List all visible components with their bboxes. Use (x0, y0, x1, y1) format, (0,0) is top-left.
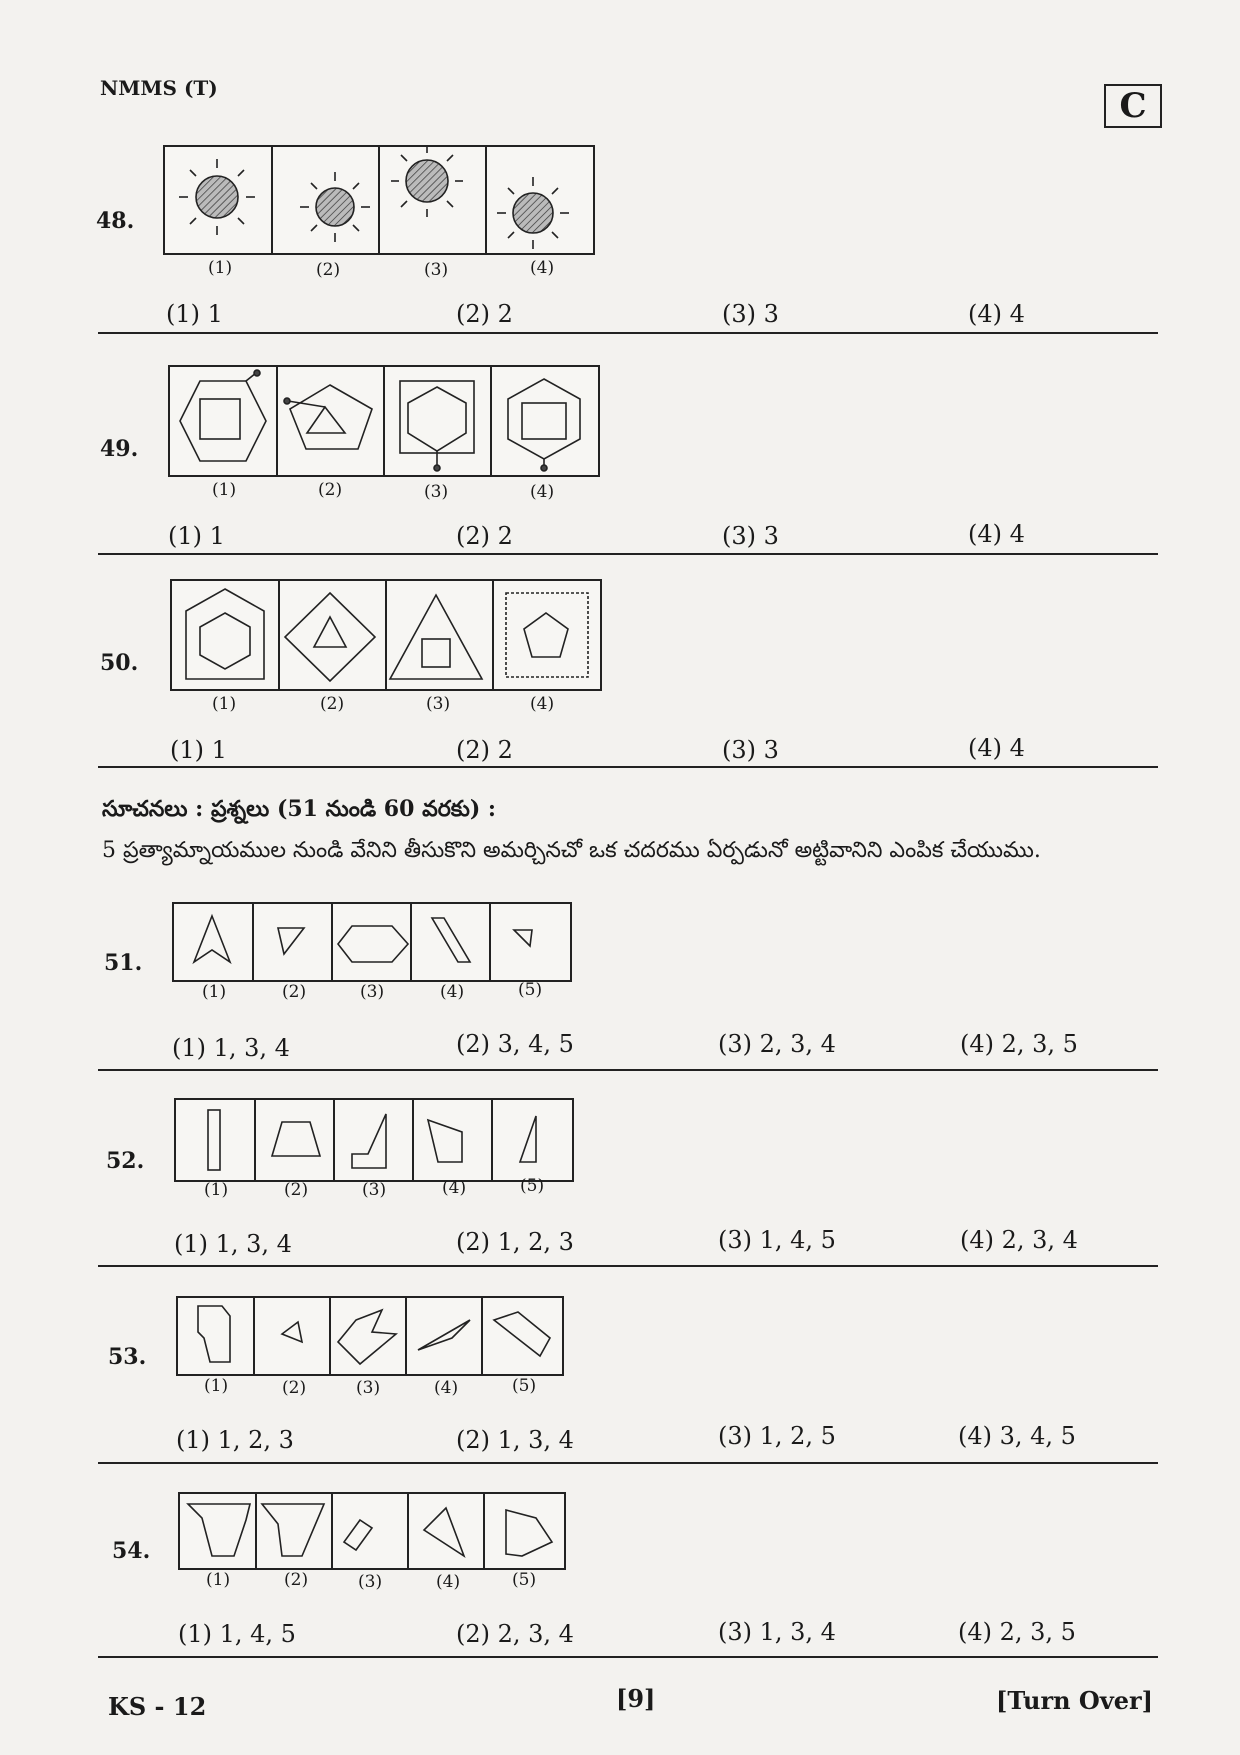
caption: (4) (436, 1572, 461, 1592)
footer-code: KS - 12 (108, 1692, 207, 1721)
figure-q54 (178, 1492, 566, 1570)
answer-option[interactable]: (3) 1, 2, 5 (718, 1422, 836, 1450)
divider (98, 1656, 1158, 1658)
figure-q51 (172, 902, 572, 982)
question-number-52: 52. (106, 1148, 145, 1174)
question-number-48: 48. (96, 208, 135, 234)
answer-option[interactable]: (3) 1, 4, 5 (718, 1226, 836, 1254)
caption: (2) (316, 260, 341, 280)
caption: (3) (362, 1180, 387, 1200)
answer-option[interactable]: (4) 2, 3, 5 (958, 1618, 1076, 1646)
caption: (4) (530, 258, 555, 278)
divider (98, 553, 1158, 555)
answer-option[interactable]: (4) 2, 3, 4 (960, 1226, 1078, 1254)
answer-option[interactable]: (3) 2, 3, 4 (718, 1030, 836, 1058)
caption: (3) (358, 1572, 383, 1592)
caption: (2) (284, 1570, 309, 1590)
caption: (3) (356, 1378, 381, 1398)
caption: (2) (282, 982, 307, 1002)
caption: (1) (212, 480, 237, 500)
answer-option[interactable]: (4) 4 (968, 734, 1025, 762)
answer-option[interactable]: (1) 1 (166, 300, 223, 328)
figure-q52 (174, 1098, 574, 1182)
caption: (2) (282, 1378, 307, 1398)
answer-option[interactable]: (4) 4 (968, 520, 1025, 548)
caption: (1) (206, 1570, 231, 1590)
page-number: [9] (616, 1684, 656, 1713)
set-code-box: C (1104, 84, 1162, 128)
caption: (5) (512, 1376, 537, 1396)
answer-option[interactable]: (2) 1, 2, 3 (456, 1228, 574, 1256)
caption: (4) (434, 1378, 459, 1398)
caption: (1) (208, 258, 233, 278)
divider (98, 1069, 1158, 1071)
caption: (4) (530, 694, 555, 714)
caption: (4) (440, 982, 465, 1002)
caption: (3) (360, 982, 385, 1002)
question-number-53: 53. (108, 1344, 147, 1370)
figure-q53 (176, 1296, 564, 1376)
caption: (3) (424, 482, 449, 502)
answer-option[interactable]: (2) 2, 3, 4 (456, 1620, 574, 1648)
caption: (1) (202, 982, 227, 1002)
question-number-50: 50. (100, 650, 139, 676)
divider (98, 1462, 1158, 1464)
answer-option[interactable]: (2) 1, 3, 4 (456, 1426, 574, 1454)
caption: (3) (424, 260, 449, 280)
answer-option[interactable]: (1) 1, 4, 5 (178, 1620, 296, 1648)
answer-option[interactable]: (3) 3 (722, 300, 779, 328)
figure-q49 (168, 365, 600, 477)
divider (98, 332, 1158, 334)
answer-option[interactable]: (1) 1, 3, 4 (172, 1034, 290, 1062)
caption: (1) (212, 694, 237, 714)
exam-code: NMMS (T) (100, 76, 218, 100)
instructions-text: 5 ప్రత్యామ్నాయముల నుండి వేనిని తీసుకొని అమర్చినచో ఒక చదరము ఏర్పడునో అట్టివానిని ఎంపిక చేయుము. (102, 838, 1041, 863)
divider (98, 1265, 1158, 1267)
answer-option[interactable]: (1) 1 (168, 522, 225, 550)
answer-option[interactable]: (2) 3, 4, 5 (456, 1030, 574, 1058)
caption: (2) (284, 1180, 309, 1200)
answer-option[interactable]: (1) 1, 2, 3 (176, 1426, 294, 1454)
caption: (4) (530, 482, 555, 502)
answer-option[interactable]: (3) 3 (722, 736, 779, 764)
caption: (5) (518, 980, 543, 1000)
answer-option[interactable]: (3) 1, 3, 4 (718, 1618, 836, 1646)
divider (98, 766, 1158, 768)
question-number-51: 51. (104, 950, 143, 976)
answer-option[interactable]: (2) 2 (456, 522, 513, 550)
answer-option[interactable]: (2) 2 (456, 300, 513, 328)
turn-over-note: [Turn Over] (996, 1686, 1154, 1715)
answer-option[interactable]: (2) 2 (456, 736, 513, 764)
caption: (5) (520, 1176, 545, 1196)
instructions-heading: సూచనలు : ప్రశ్నలు (51 నుండి 60 వరకు) : (102, 796, 497, 822)
caption: (2) (320, 694, 345, 714)
caption: (2) (318, 480, 343, 500)
answer-option[interactable]: (1) 1, 3, 4 (174, 1230, 292, 1258)
answer-option[interactable]: (1) 1 (170, 736, 227, 764)
caption: (4) (442, 1178, 467, 1198)
caption: (3) (426, 694, 451, 714)
answer-option[interactable]: (3) 3 (722, 522, 779, 550)
question-number-54: 54. (112, 1538, 151, 1564)
caption: (5) (512, 1570, 537, 1590)
answer-option[interactable]: (4) 3, 4, 5 (958, 1422, 1076, 1450)
answer-option[interactable]: (4) 2, 3, 5 (960, 1030, 1078, 1058)
figure-q50 (170, 579, 602, 691)
figure-q48 (163, 145, 595, 255)
caption: (1) (204, 1180, 229, 1200)
answer-option[interactable]: (4) 4 (968, 300, 1025, 328)
caption: (1) (204, 1376, 229, 1396)
question-number-49: 49. (100, 436, 139, 462)
